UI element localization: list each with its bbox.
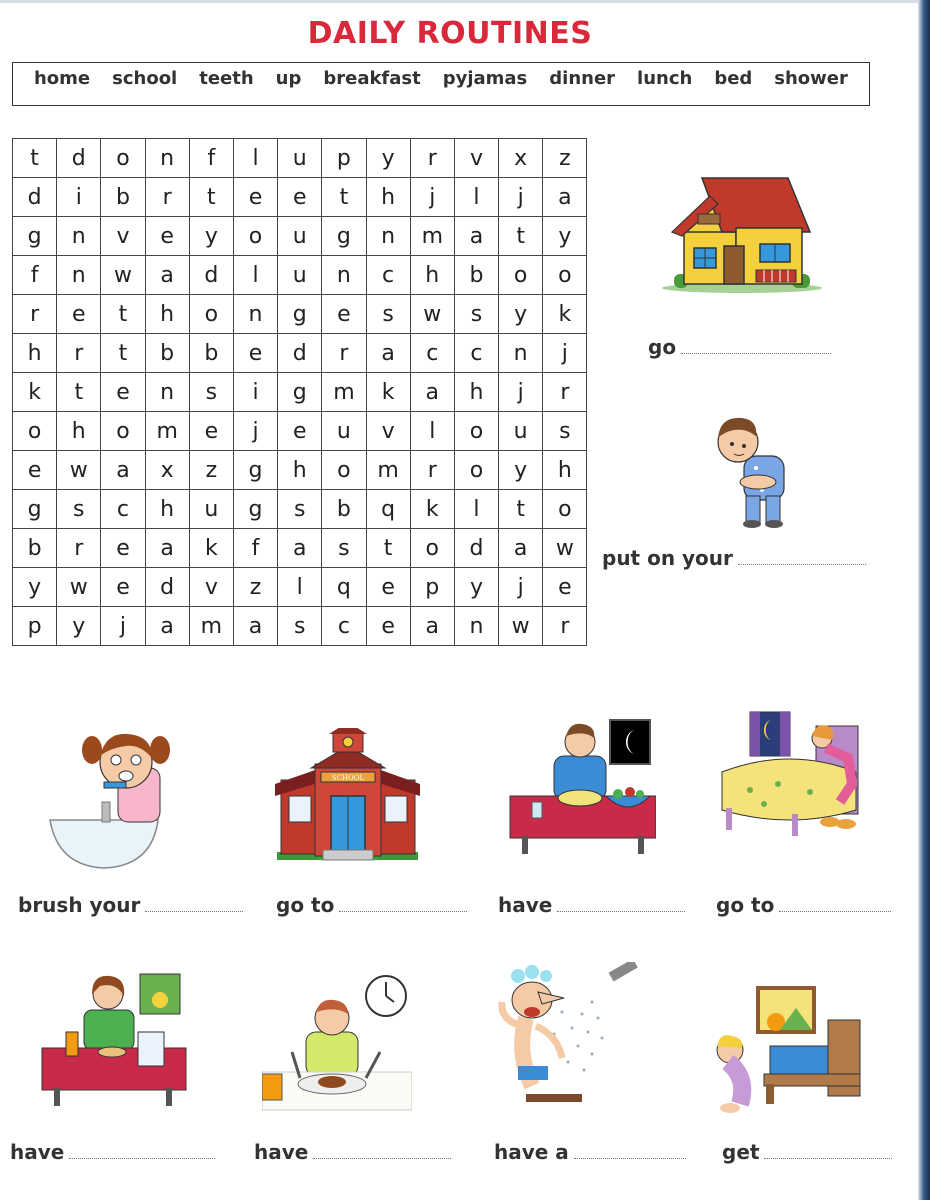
grid-cell[interactable]: v <box>101 217 145 256</box>
grid-cell[interactable]: y <box>499 451 543 490</box>
grid-cell[interactable]: n <box>57 217 101 256</box>
grid-cell[interactable]: a <box>410 373 454 412</box>
grid-cell[interactable]: e <box>278 412 322 451</box>
grid-cell[interactable]: h <box>13 334 57 373</box>
grid-cell[interactable]: c <box>410 334 454 373</box>
boy-eating-lunch-picture <box>262 972 412 1112</box>
grid-row <box>13 412 587 451</box>
grid-cell[interactable]: v <box>366 412 410 451</box>
svg-text:SCHOOL: SCHOOL <box>331 774 365 782</box>
grid-cell[interactable]: n <box>145 139 189 178</box>
answer-blank[interactable] <box>145 910 243 912</box>
grid-cell[interactable]: c <box>322 607 366 646</box>
grid-cell[interactable]: s <box>57 490 101 529</box>
grid-cell[interactable]: b <box>322 490 366 529</box>
answer-blank[interactable] <box>574 1157 686 1159</box>
grid-cell[interactable]: p <box>410 568 454 607</box>
grid-cell[interactable]: v <box>189 568 233 607</box>
grid-cell[interactable]: j <box>499 178 543 217</box>
grid-cell[interactable]: d <box>189 256 233 295</box>
grid-cell[interactable]: e <box>101 568 145 607</box>
grid-cell[interactable]: v <box>454 139 498 178</box>
grid-cell[interactable]: m <box>322 373 366 412</box>
grid-cell[interactable]: h <box>145 490 189 529</box>
grid-cell[interactable]: j <box>101 607 145 646</box>
grid-cell[interactable]: a <box>145 607 189 646</box>
grid-cell[interactable]: i <box>57 178 101 217</box>
grid-cell[interactable]: t <box>189 178 233 217</box>
prompt-go-home: go <box>648 335 831 359</box>
answer-blank[interactable] <box>557 910 685 912</box>
word-bank-item: dinner <box>549 67 616 89</box>
grid-cell[interactable]: l <box>454 178 498 217</box>
grid-cell[interactable]: s <box>543 412 587 451</box>
grid-cell[interactable]: m <box>189 607 233 646</box>
grid-cell[interactable]: e <box>101 373 145 412</box>
grid-row <box>13 178 587 217</box>
grid-cell[interactable]: e <box>543 568 587 607</box>
prompt-brush-teeth: brush your <box>18 893 243 917</box>
grid-cell[interactable]: n <box>233 295 277 334</box>
grid-cell[interactable]: o <box>410 529 454 568</box>
grid-cell[interactable]: e <box>145 217 189 256</box>
grid-cell[interactable]: o <box>543 490 587 529</box>
grid-cell[interactable]: h <box>145 295 189 334</box>
grid-row <box>13 373 587 412</box>
grid-cell[interactable]: b <box>145 334 189 373</box>
grid-cell[interactable]: w <box>499 607 543 646</box>
answer-blank[interactable] <box>779 910 891 912</box>
grid-cell[interactable]: n <box>366 217 410 256</box>
grid-cell[interactable]: k <box>410 490 454 529</box>
grid-cell[interactable]: r <box>322 334 366 373</box>
grid-cell[interactable]: l <box>454 490 498 529</box>
grid-cell[interactable]: h <box>454 373 498 412</box>
grid-cell[interactable]: a <box>101 451 145 490</box>
grid-row <box>13 529 587 568</box>
grid-cell[interactable]: p <box>322 139 366 178</box>
grid-cell[interactable]: u <box>278 139 322 178</box>
grid-cell[interactable]: t <box>101 334 145 373</box>
grid-cell[interactable]: z <box>543 139 587 178</box>
school-picture <box>275 728 420 863</box>
prompt-have-breakfast: have <box>10 1140 215 1164</box>
grid-cell[interactable]: n <box>145 373 189 412</box>
grid-cell[interactable]: s <box>454 295 498 334</box>
grid-cell[interactable]: o <box>454 412 498 451</box>
grid-cell[interactable]: r <box>410 139 454 178</box>
grid-cell[interactable]: n <box>57 256 101 295</box>
grid-cell[interactable]: m <box>366 451 410 490</box>
answer-blank[interactable] <box>681 352 831 354</box>
grid-cell[interactable]: j <box>499 568 543 607</box>
grid-cell[interactable]: r <box>57 334 101 373</box>
grid-cell[interactable]: t <box>499 490 543 529</box>
grid-cell[interactable]: y <box>499 295 543 334</box>
grid-cell[interactable]: y <box>454 568 498 607</box>
prompt-have-dinner: have <box>498 893 685 917</box>
grid-cell[interactable]: g <box>278 295 322 334</box>
grid-cell[interactable]: m <box>410 217 454 256</box>
grid-row <box>13 295 587 334</box>
grid-cell[interactable]: a <box>145 256 189 295</box>
grid-cell[interactable]: g <box>13 217 57 256</box>
grid-cell[interactable]: y <box>189 217 233 256</box>
grid-cell[interactable]: t <box>322 178 366 217</box>
grid-cell[interactable]: d <box>454 529 498 568</box>
grid-cell[interactable]: o <box>101 139 145 178</box>
grid-cell[interactable]: h <box>543 451 587 490</box>
grid-cell[interactable]: s <box>278 607 322 646</box>
grid-row <box>13 256 587 295</box>
word-search-grid <box>12 138 587 646</box>
grid-cell[interactable]: d <box>57 139 101 178</box>
word-bank-item: pyjamas <box>442 67 528 89</box>
girl-going-to-bed-picture <box>720 710 870 838</box>
grid-cell[interactable]: b <box>189 334 233 373</box>
word-bank-item: teeth <box>199 67 254 89</box>
grid-cell[interactable]: w <box>57 568 101 607</box>
answer-blank[interactable] <box>313 1157 451 1159</box>
grid-cell[interactable]: s <box>366 295 410 334</box>
grid-cell[interactable]: d <box>278 334 322 373</box>
prompt-have-lunch: have <box>254 1140 451 1164</box>
grid-cell[interactable]: w <box>101 256 145 295</box>
grid-cell[interactable]: r <box>13 295 57 334</box>
grid-cell[interactable]: u <box>499 412 543 451</box>
grid-cell[interactable]: t <box>366 529 410 568</box>
grid-cell[interactable]: q <box>366 490 410 529</box>
grid-cell[interactable]: a <box>454 217 498 256</box>
grid-cell[interactable]: o <box>543 256 587 295</box>
grid-cell[interactable]: y <box>543 217 587 256</box>
grid-cell[interactable]: e <box>233 334 277 373</box>
grid-cell[interactable]: a <box>278 529 322 568</box>
grid-cell[interactable]: n <box>454 607 498 646</box>
worksheet-title: DAILY ROUTINES <box>307 16 593 51</box>
grid-cell[interactable]: b <box>101 178 145 217</box>
grid-cell[interactable]: a <box>410 607 454 646</box>
grid-cell[interactable]: e <box>278 178 322 217</box>
boy-pyjamas-picture <box>708 408 798 528</box>
grid-cell[interactable]: k <box>189 529 233 568</box>
grid-cell[interactable]: o <box>322 451 366 490</box>
grid-cell[interactable]: z <box>189 451 233 490</box>
house-picture <box>660 170 825 295</box>
grid-cell[interactable]: c <box>454 334 498 373</box>
grid-cell[interactable]: y <box>13 568 57 607</box>
prompt-put-on-pyjamas: put on your <box>602 546 866 570</box>
grid-cell[interactable]: i <box>233 373 277 412</box>
grid-cell[interactable]: k <box>543 295 587 334</box>
grid-cell[interactable]: f <box>189 139 233 178</box>
grid-cell[interactable]: w <box>543 529 587 568</box>
grid-cell[interactable]: t <box>101 295 145 334</box>
grid-row <box>13 217 587 256</box>
grid-cell[interactable]: c <box>101 490 145 529</box>
grid-cell[interactable]: u <box>278 256 322 295</box>
grid-cell[interactable]: j <box>233 412 277 451</box>
grid-cell[interactable]: l <box>410 412 454 451</box>
grid-cell[interactable]: n <box>499 334 543 373</box>
grid-cell[interactable]: s <box>322 529 366 568</box>
answer-blank[interactable] <box>69 1157 215 1159</box>
grid-cell[interactable]: n <box>322 256 366 295</box>
grid-cell[interactable]: o <box>101 412 145 451</box>
grid-cell[interactable]: s <box>189 373 233 412</box>
word-bank-item: bed <box>714 67 753 89</box>
grid-cell[interactable]: e <box>233 178 277 217</box>
grid-cell[interactable]: a <box>145 529 189 568</box>
grid-cell[interactable]: a <box>543 178 587 217</box>
grid-cell[interactable]: e <box>322 295 366 334</box>
grid-cell[interactable]: l <box>233 139 277 178</box>
grid-cell[interactable]: y <box>366 139 410 178</box>
grid-cell[interactable]: o <box>454 451 498 490</box>
grid-cell[interactable]: x <box>499 139 543 178</box>
grid-row <box>13 490 587 529</box>
grid-cell[interactable]: d <box>145 568 189 607</box>
word-bank-item: home <box>33 67 91 89</box>
grid-row <box>13 607 587 646</box>
grid-cell[interactable]: r <box>145 178 189 217</box>
grid-cell[interactable]: t <box>499 217 543 256</box>
grid-cell[interactable]: e <box>189 412 233 451</box>
page-edge <box>918 0 930 1200</box>
grid-cell[interactable]: s <box>278 490 322 529</box>
grid-cell[interactable]: b <box>454 256 498 295</box>
grid-cell[interactable]: j <box>543 334 587 373</box>
word-bank-item: lunch <box>637 67 693 89</box>
answer-blank[interactable] <box>738 563 866 565</box>
word-bank-item: breakfast <box>323 67 421 89</box>
grid-cell[interactable]: e <box>366 607 410 646</box>
grid-cell[interactable]: w <box>57 451 101 490</box>
grid-cell[interactable]: r <box>57 529 101 568</box>
grid-cell[interactable]: t <box>13 139 57 178</box>
grid-cell[interactable]: w <box>410 295 454 334</box>
prompt-have-a-shower: have a <box>494 1140 686 1164</box>
grid-cell[interactable]: g <box>278 373 322 412</box>
top-border <box>0 0 918 3</box>
grid-cell[interactable]: r <box>410 451 454 490</box>
prompt-go-to-school: go to <box>276 893 467 917</box>
grid-cell[interactable]: f <box>13 256 57 295</box>
woman-eating-breakfast-picture <box>40 972 190 1108</box>
grid-cell[interactable]: o <box>233 217 277 256</box>
grid-cell[interactable]: h <box>57 412 101 451</box>
grid-cell[interactable]: h <box>366 178 410 217</box>
word-bank-item: school <box>112 67 178 89</box>
grid-cell[interactable]: y <box>57 607 101 646</box>
grid-cell[interactable]: o <box>189 295 233 334</box>
grid-cell[interactable]: a <box>366 334 410 373</box>
grid-cell[interactable]: u <box>278 217 322 256</box>
grid-cell[interactable]: a <box>499 529 543 568</box>
prompt-go-to-bed: go to <box>716 893 891 917</box>
grid-cell[interactable]: q <box>322 568 366 607</box>
grid-cell[interactable]: k <box>13 373 57 412</box>
grid-cell[interactable]: t <box>57 373 101 412</box>
grid-cell[interactable]: x <box>145 451 189 490</box>
boy-getting-up-picture <box>700 984 865 1114</box>
grid-cell[interactable]: b <box>13 529 57 568</box>
grid-cell[interactable]: e <box>101 529 145 568</box>
grid-cell[interactable]: c <box>366 256 410 295</box>
grid-cell[interactable]: r <box>543 607 587 646</box>
grid-cell[interactable]: h <box>278 451 322 490</box>
grid-cell[interactable]: h <box>410 256 454 295</box>
girl-brushing-teeth-picture <box>48 728 178 878</box>
grid-cell[interactable]: a <box>233 607 277 646</box>
grid-row <box>13 139 587 178</box>
grid-cell[interactable]: f <box>233 529 277 568</box>
grid-cell[interactable]: p <box>13 607 57 646</box>
grid-row <box>13 334 587 373</box>
grid-cell[interactable]: g <box>233 490 277 529</box>
grid-row <box>13 451 587 490</box>
grid-cell[interactable]: l <box>233 256 277 295</box>
grid-cell[interactable]: j <box>499 373 543 412</box>
grid-cell[interactable]: u <box>189 490 233 529</box>
grid-cell[interactable]: j <box>410 178 454 217</box>
grid-cell[interactable]: d <box>13 178 57 217</box>
grid-cell[interactable]: e <box>13 451 57 490</box>
grid-cell[interactable]: o <box>13 412 57 451</box>
prompt-get-up: get <box>722 1140 892 1164</box>
grid-cell[interactable]: l <box>278 568 322 607</box>
answer-blank[interactable] <box>764 1157 892 1159</box>
answer-blank[interactable] <box>339 910 467 912</box>
grid-cell[interactable]: u <box>322 412 366 451</box>
boy-eating-dinner-picture <box>508 716 656 856</box>
grid-cell[interactable]: m <box>145 412 189 451</box>
word-bank-item: shower <box>774 67 848 89</box>
grid-cell[interactable]: r <box>543 373 587 412</box>
grid-row <box>13 568 587 607</box>
grid-cell[interactable]: o <box>499 256 543 295</box>
grid-cell[interactable]: k <box>366 373 410 412</box>
word-bank-item: up <box>275 67 302 89</box>
grid-cell[interactable]: e <box>57 295 101 334</box>
grid-cell[interactable]: g <box>13 490 57 529</box>
grid-cell[interactable]: z <box>233 568 277 607</box>
man-taking-shower-picture <box>492 962 642 1112</box>
grid-cell[interactable]: e <box>366 568 410 607</box>
grid-cell[interactable]: g <box>322 217 366 256</box>
word-bank <box>12 62 870 106</box>
grid-cell[interactable]: g <box>233 451 277 490</box>
